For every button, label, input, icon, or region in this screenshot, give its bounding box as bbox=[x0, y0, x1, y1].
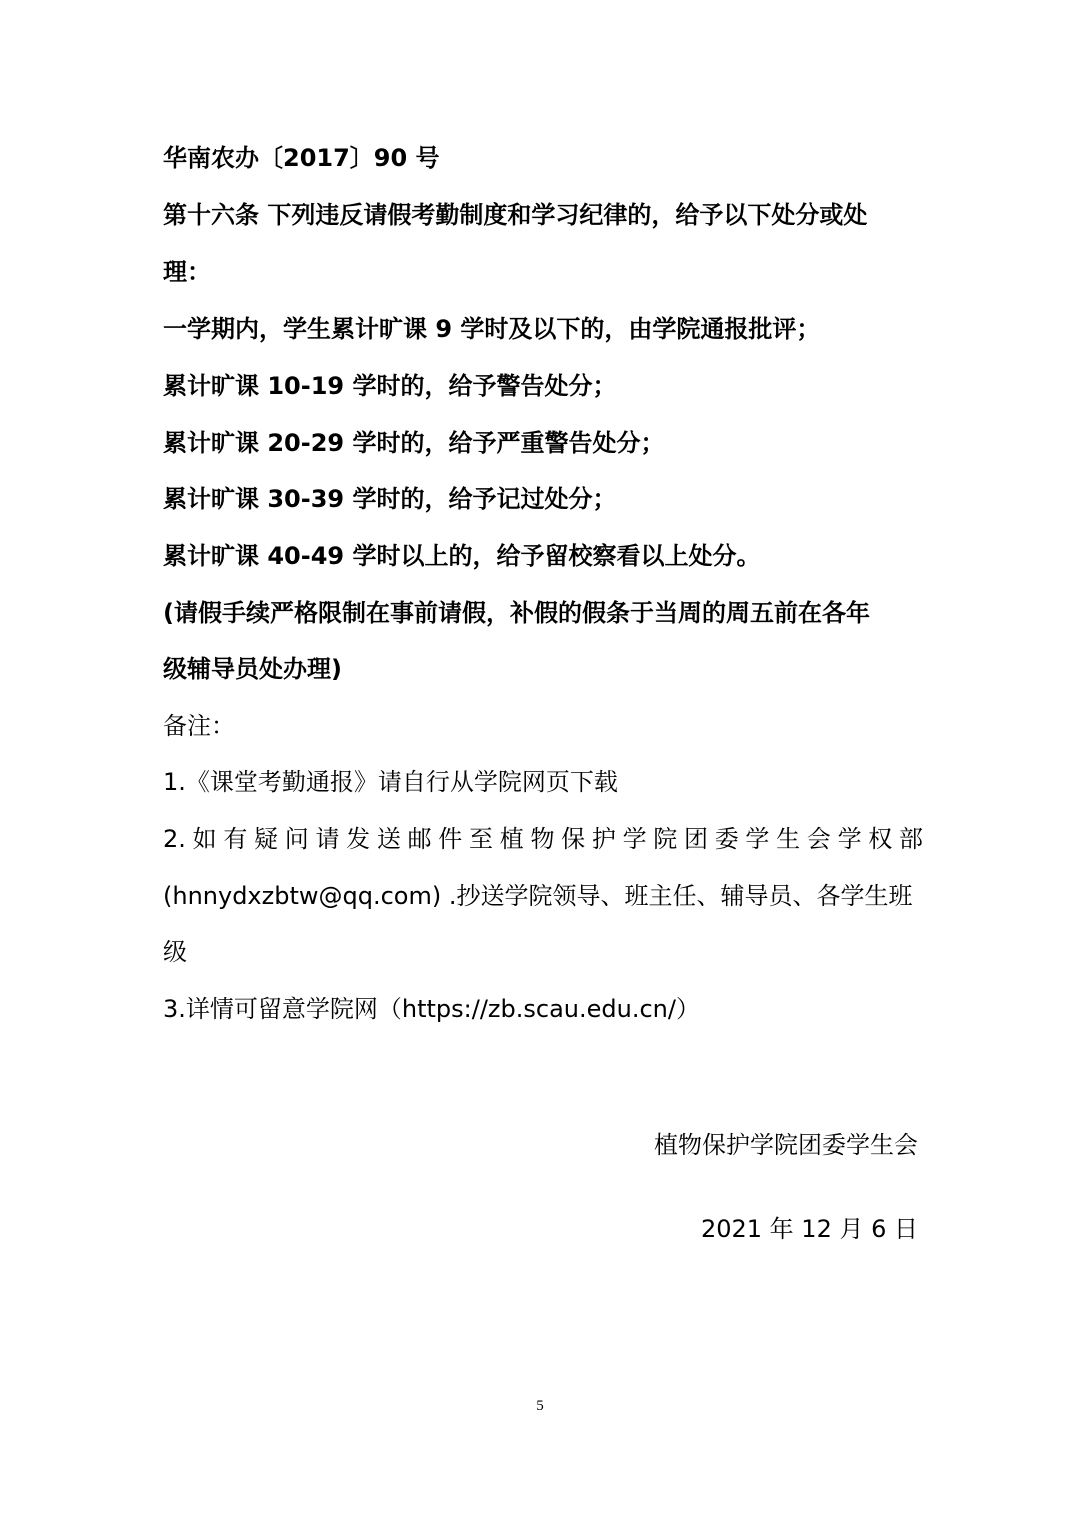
remark-2-line-1: 2.如有疑问请发送邮件至植物保护学院团委学生会学权部 bbox=[163, 825, 923, 853]
leave-note-line-1: (请假手续严格限制在事前请假，补假的假条于当周的周五前在各年 bbox=[163, 599, 870, 627]
penalty-item: 累计旷课 20-29 学时的，给予严重警告处分； bbox=[163, 429, 665, 457]
document-reference: 华南农办〔2017〕90 号 bbox=[163, 144, 440, 172]
penalty-item: 累计旷课 10-19 学时的，给予警告处分； bbox=[163, 372, 617, 400]
leave-note-line-2: 级辅导员处办理) bbox=[163, 655, 342, 683]
remark-3: 3.详情可留意学院网（https://zb.scau.edu.cn/） bbox=[163, 995, 700, 1023]
remark-1: 1.《课堂考勤通报》请自行从学院网页下载 bbox=[163, 768, 618, 796]
remark-2-line-2: (hnnydxzbtw@qq.com) .抄送学院领导、班主任、辅导员、各学生班 bbox=[163, 882, 913, 910]
rule-title-line-2: 理： bbox=[163, 258, 211, 286]
remarks-label: 备注： bbox=[163, 712, 235, 740]
signature-organization: 植物保护学院团委学生会 bbox=[654, 1131, 918, 1159]
signature-date: 2021 年 12 月 6 日 bbox=[700, 1215, 918, 1243]
penalty-item: 累计旷课 30-39 学时的，给予记过处分； bbox=[163, 485, 617, 513]
page-number: 5 bbox=[536, 1398, 544, 1414]
remark-2-line-3: 级 bbox=[163, 938, 187, 966]
penalty-item: 一学期内，学生累计旷课 9 学时及以下的，由学院通报批评； bbox=[163, 315, 821, 343]
rule-title-line-1: 第十六条 下列违反请假考勤制度和学习纪律的，给予以下处分或处 bbox=[163, 201, 868, 229]
penalty-item: 累计旷课 40-49 学时以上的，给予留校察看以上处分。 bbox=[163, 542, 761, 570]
